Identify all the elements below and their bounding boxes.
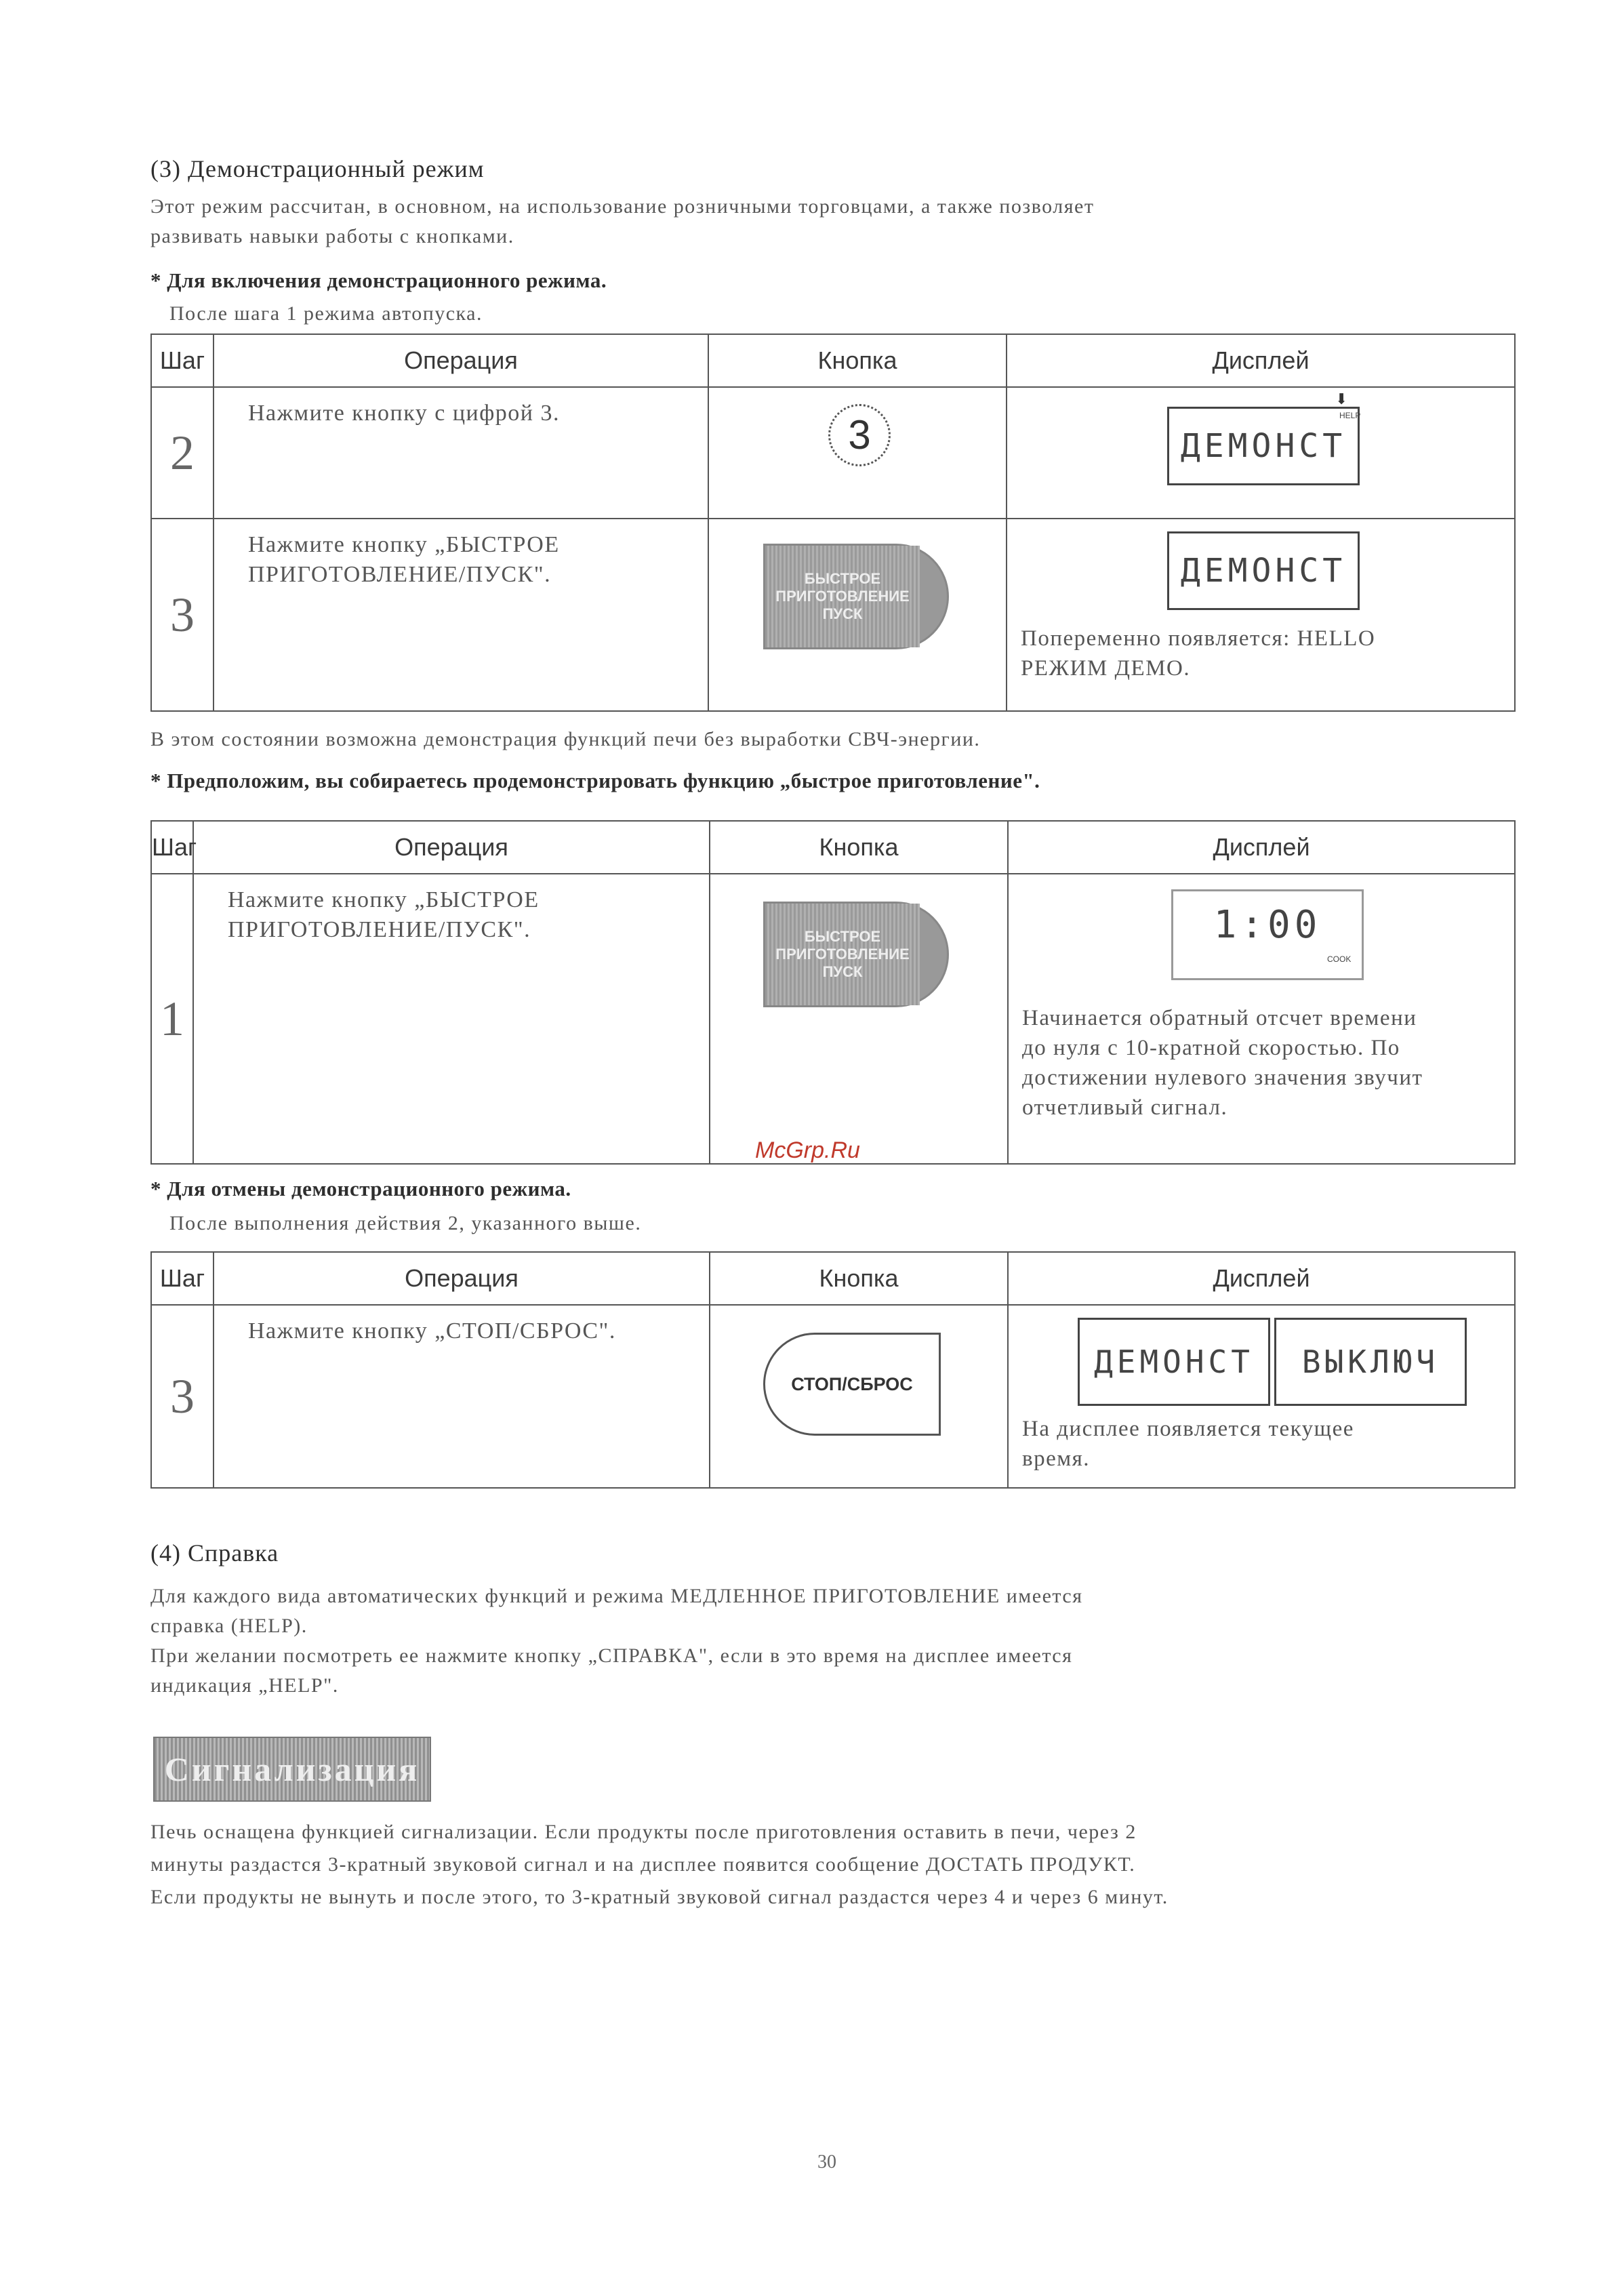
step-number: 1 (151, 874, 193, 1164)
button-label-line: ПРИГОТОВЛЕНИЕ (775, 588, 910, 605)
help-text-line-1: Для каждого вида автоматических функций и режима МЕДЛЕННОЕ ПРИГОТОВЛЕНИЕ имеется (150, 1585, 1083, 1607)
operation-text (193, 874, 710, 1164)
section-3-intro-line-1: Этот режим рассчитан, в основном, на использование розничными торговцами, а также позволяет (150, 195, 1095, 218)
display-note (1021, 624, 1375, 683)
header-display: Дисплей (1008, 821, 1515, 874)
enable-demo-heading: * Для включения демонстрационного режима. (150, 268, 607, 292)
note-line: Начинается обратный отсчет времени (1022, 1006, 1417, 1030)
display-cell (1007, 387, 1515, 519)
lcd-display: ДЕМОНСТ (1167, 407, 1360, 485)
table-row (151, 874, 1515, 1164)
watermark: McGrp.Ru (755, 1137, 860, 1163)
quick-cook-start-button[interactable] (763, 544, 949, 649)
display-cell (1008, 874, 1515, 1164)
help-text-line-4: индикация „HELP". (150, 1674, 339, 1697)
stop-reset-button[interactable]: СТОП/СБРОС (763, 1333, 941, 1436)
button-label-line: ПРИГОТОВЛЕНИЕ (775, 946, 910, 963)
button-label-line: ПУСК (822, 605, 863, 622)
note-line: время. (1022, 1447, 1091, 1471)
note-line: до нуля с 10-кратной скоростью. По (1022, 1036, 1400, 1060)
signal-text-line-1: Печь оснащена функцией сигнализации. Если продукты после приготовления оставить в печи, через 2 (150, 1821, 1137, 1843)
display-cell (1007, 519, 1515, 711)
step-number: 3 (151, 519, 214, 711)
section-4-title: (4) Справка (150, 1539, 279, 1567)
table-header-row (151, 821, 1515, 874)
note-line: отчетливый сигнал. (1022, 1095, 1228, 1120)
lcd-display: 1:00 (1171, 889, 1364, 980)
help-text-line-2: справка (HELP). (150, 1615, 308, 1637)
header-display: Дисплей (1007, 334, 1515, 387)
note-line: РЕЖИМ ДЕМО. (1021, 656, 1191, 681)
button-label-line: БЫСТРОЕ (804, 928, 881, 945)
display-cell (1008, 1305, 1515, 1488)
operation-line: ПРИГОТОВЛЕНИЕ/ПУСК". (228, 917, 531, 942)
table-header-row (151, 334, 1515, 387)
button-label-line: ПУСК (822, 963, 863, 980)
lcd-display-off: ВЫКЛЮЧ (1274, 1318, 1467, 1406)
button-cell (710, 1305, 1008, 1488)
table-row (151, 387, 1515, 519)
enable-demo-table (150, 334, 1516, 712)
operation-line: ПРИГОТОВЛЕНИЕ/ПУСК". (248, 562, 552, 587)
header-display: Дисплей (1008, 1252, 1515, 1305)
table-header-row (151, 1252, 1515, 1305)
signal-text-line-3: Если продукты не вынуть и после этого, то 3-кратный звуковой сигнал раздастся через 4 и через 6 минут. (150, 1886, 1169, 1908)
step-number: 3 (151, 1305, 214, 1488)
quick-cook-demo-table (150, 820, 1516, 1165)
quick-cook-demo-heading: * Предположим, вы собираетесь продемонстрировать функцию „быстрое приготовление". (150, 769, 1040, 792)
help-text-line-3: При желании посмотреть ее нажмите кнопку „СПРАВКА", если в это время на дисплее имеется (150, 1644, 1073, 1667)
cook-indicator: COOK (1327, 954, 1352, 964)
operation-text: Нажмите кнопку „СТОП/СБРОС". (214, 1305, 710, 1488)
signal-text-line-2: минуты раздастся 3-кратный звуковой сигнал и на дисплее появится сообщение ДОСТАТЬ ПРОДУКТ. (150, 1853, 1136, 1876)
cancel-demo-heading: * Для отмены демонстрационного режима. (150, 1177, 571, 1200)
operation-line: Нажмите кнопку „БЫСТРОЕ (228, 887, 540, 912)
demo-state-text: В этом состоянии возможна демонстрация функций печи без выработки СВЧ-энергии. (150, 728, 981, 750)
display-note (1022, 1414, 1354, 1474)
header-step: Шаг (151, 1252, 214, 1305)
table-row (151, 1305, 1515, 1488)
lcd-display: ДЕМОНСТ (1167, 531, 1360, 610)
section-3-intro-line-2: развивать навыки работы с кнопками. (150, 225, 514, 247)
enable-demo-subtitle: После шага 1 режима автопуска. (169, 302, 483, 325)
section-3-title: (3) Демонстрационный режим (150, 155, 485, 182)
quick-cook-label (765, 904, 920, 1005)
quick-cook-start-button[interactable] (763, 902, 949, 1007)
arrow-down-icon: ⬇ (1335, 390, 1348, 407)
display-note (1022, 1003, 1423, 1123)
signal-banner: Сигнализация (153, 1737, 431, 1802)
operation-text: Нажмите кнопку с цифрой 3. (214, 387, 708, 519)
header-step: Шаг (151, 334, 214, 387)
cancel-demo-subtitle: После выполнения действия 2, указанного выше. (169, 1212, 642, 1234)
header-button: Кнопка (710, 821, 1008, 874)
cancel-demo-table (150, 1251, 1516, 1489)
button-cell (708, 387, 1007, 519)
lcd-display-demo: ДЕМОНСТ (1078, 1318, 1270, 1406)
operation-line: Нажмите кнопку „БЫСТРОЕ (248, 532, 560, 557)
button-label-line: БЫСТРОЕ (804, 570, 881, 587)
help-indicator: HELP (1339, 411, 1361, 420)
header-step: Шаг (151, 821, 193, 874)
header-button: Кнопка (708, 334, 1007, 387)
note-line: На дисплее появляется текущее (1022, 1417, 1354, 1441)
header-button: Кнопка (710, 1252, 1008, 1305)
header-operation: Операция (214, 334, 708, 387)
page-number: 30 (817, 2151, 836, 2173)
table-row (151, 519, 1515, 711)
button-cell (708, 519, 1007, 711)
quick-cook-label (765, 546, 920, 647)
operation-text (214, 519, 708, 711)
header-operation: Операция (214, 1252, 710, 1305)
note-line: достижении нулевого значения звучит (1022, 1066, 1423, 1090)
note-line: Попеременно появляется: HELLO (1021, 626, 1376, 651)
header-operation: Операция (193, 821, 710, 874)
digit-3-button[interactable]: 3 (828, 404, 891, 466)
button-cell (710, 874, 1008, 1164)
step-number: 2 (151, 387, 214, 519)
